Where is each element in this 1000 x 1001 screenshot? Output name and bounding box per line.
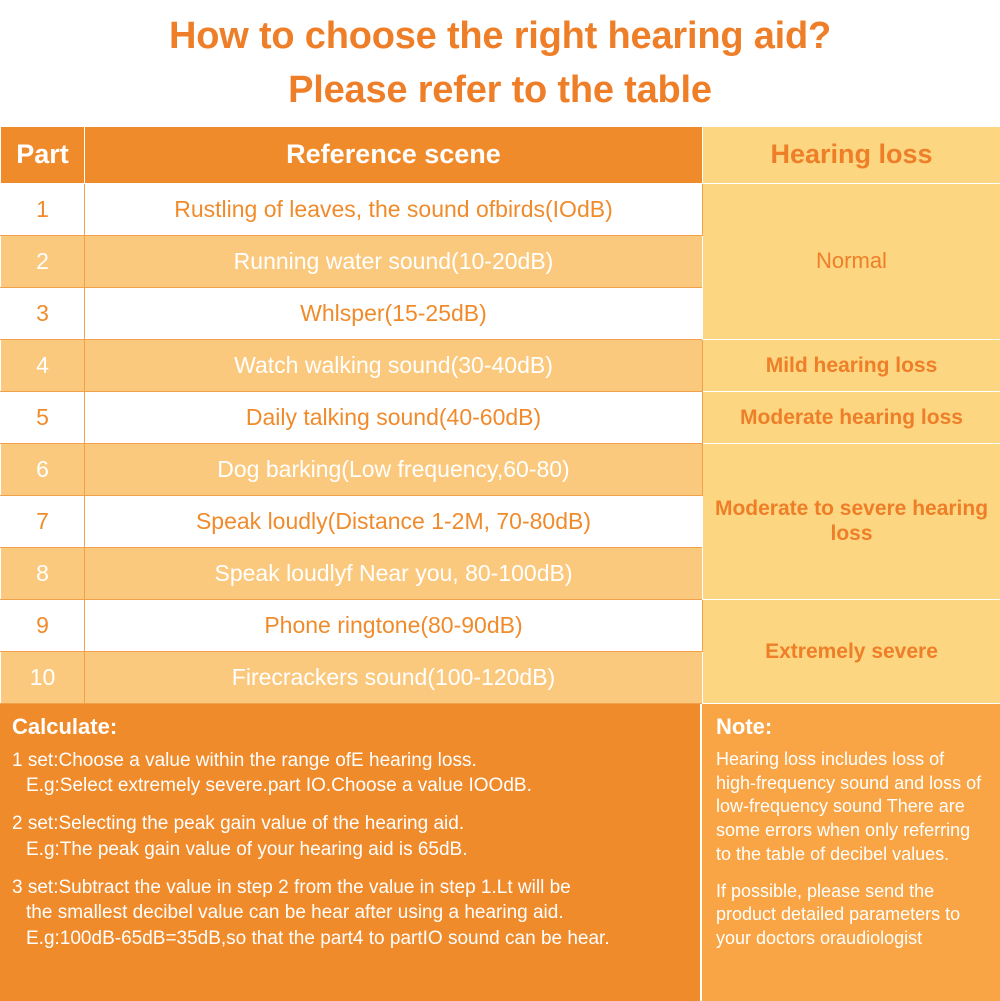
cell-part: 10 (1, 651, 85, 703)
cell-part: 4 (1, 339, 85, 391)
page-title (0, 0, 1000, 118)
title-line-2: Please refer to the table (0, 64, 1000, 118)
cell-hearing-loss: Mild hearing loss (703, 339, 1000, 391)
cell-scene: Speak loudlyf Near you, 80-100dB) (85, 547, 703, 599)
cell-hearing-loss: Normal (703, 183, 1000, 339)
cell-part: 5 (1, 391, 85, 443)
table-row (1, 183, 1000, 235)
calculate-step-2 (12, 811, 688, 862)
cell-hearing-loss: Moderate to severe hearing loss (703, 443, 1000, 599)
cell-part: 2 (1, 235, 85, 287)
cell-scene: Running water sound(10-20dB) (85, 235, 703, 287)
header-hearing-loss: Hearing loss (703, 126, 1000, 183)
table-row (1, 391, 1000, 443)
cell-part: 9 (1, 599, 85, 651)
cell-part: 7 (1, 495, 85, 547)
table-row (1, 339, 1000, 391)
calculate-step-3-continuation: the smallest decibel value can be hear after using a hearing aid. (12, 900, 688, 925)
cell-part: 6 (1, 443, 85, 495)
header-part: Part (1, 126, 85, 183)
cell-hearing-loss: Moderate hearing loss (703, 391, 1000, 443)
cell-part: 8 (1, 547, 85, 599)
cell-scene: Phone ringtone(80-90dB) (85, 599, 703, 651)
cell-scene: Speak loudly(Distance 1-2M, 70-80dB) (85, 495, 703, 547)
title-line-1: How to choose the right hearing aid? (0, 10, 1000, 64)
cell-hearing-loss: Extremely severe (703, 599, 1000, 703)
note-panel (702, 704, 1000, 1001)
calculate-step-1-main: 1 set:Choose a value within the range ofE hearing loss. (12, 750, 477, 771)
cell-scene: Dog barking(Low frequency,60-80) (85, 443, 703, 495)
calculate-step-3-main: 3 set:Subtract the value in step 2 from the value in step 1.Lt will be (12, 877, 571, 898)
cell-scene: Firecrackers sound(100-120dB) (85, 651, 703, 703)
calculate-panel (0, 704, 702, 1001)
cell-scene: Watch walking sound(30-40dB) (85, 339, 703, 391)
calculate-step-1 (12, 748, 688, 799)
cell-scene: Daily talking sound(40-60dB) (85, 391, 703, 443)
table-row (1, 443, 1000, 495)
calculate-step-1-example: E.g:Select extremely severe.part IO.Choose a value IOOdB. (12, 773, 688, 798)
note-item: Hearing loss includes loss of high-frequency sound and loss of low-frequency sound There are some errors when only referring to the table of decibel values. (716, 748, 988, 867)
note-item: If possible, please send the product detailed parameters to your doctors oraudiologist (716, 880, 988, 951)
calculate-step-3-example: E.g:100dB-65dB=35dB,so that the part4 to partIO sound can be hear. (12, 926, 688, 951)
calculate-step-2-example: E.g:The peak gain value of your hearing aid is 65dB. (12, 837, 688, 862)
calculate-step-3 (12, 875, 688, 951)
bottom-panels (0, 704, 1000, 1001)
note-heading: Note: (716, 714, 988, 740)
hearing-loss-table (0, 126, 1000, 704)
cell-scene: Whlsper(15-25dB) (85, 287, 703, 339)
cell-scene: Rustling of leaves, the sound ofbirds(IOdB) (85, 183, 703, 235)
calculate-step-2-main: 2 set:Selecting the peak gain value of the hearing aid. (12, 813, 464, 834)
table-row (1, 599, 1000, 651)
table-header-row (1, 126, 1000, 183)
calculate-heading: Calculate: (12, 714, 688, 740)
cell-part: 3 (1, 287, 85, 339)
cell-part: 1 (1, 183, 85, 235)
header-reference-scene: Reference scene (85, 126, 703, 183)
